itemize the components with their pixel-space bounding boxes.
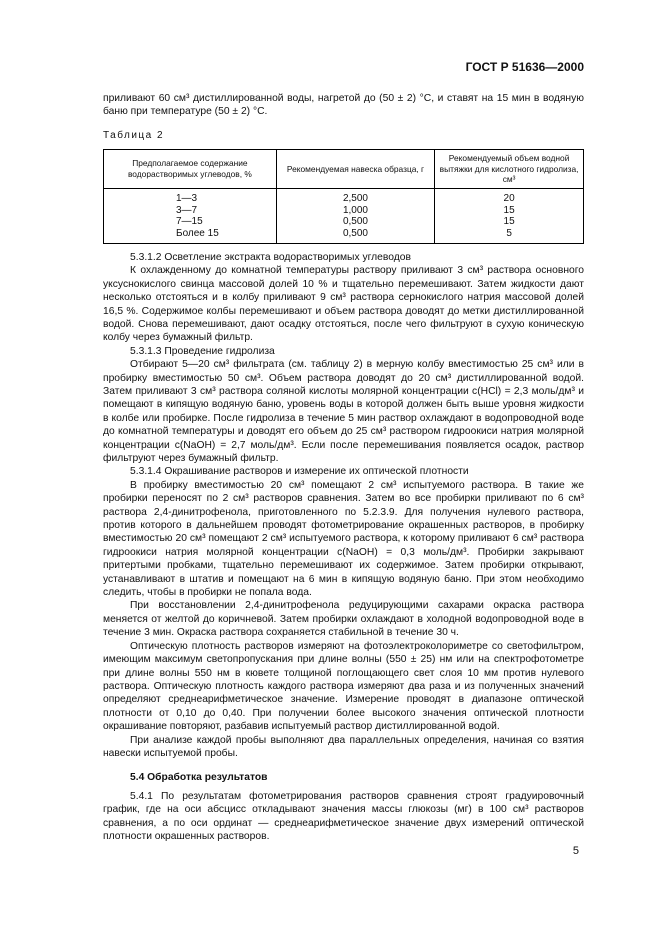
table-cell (435, 188, 584, 243)
table-row (104, 188, 584, 243)
section-5-3-1-2-title: 5.3.1.2 Осветление экстракта водорастворимых углеводов (130, 251, 411, 263)
table-cell (276, 188, 434, 243)
recovery-paragraph: При восстановлении 2,4-динитрофенола редуцирующими сахарами окраска раствора меняется от желтой до коричневой. Затем пробирки охлаждают в холодной водопроводной воде в течение 3 мин. Окраска раствора сохраняется стабильной в течение 30 ч. (103, 600, 584, 639)
standard-header: ГОСТ Р 51636—2000 (465, 60, 584, 74)
table-header-cell: Предполагаемое содержание водорастворимых углеводов, % (104, 150, 277, 189)
section-5-3-1-3-title: 5.3.1.3 Проведение гидролиза (130, 345, 275, 357)
section-5-3-1-4-title: 5.3.1.4 Окрашивание растворов и измерение их оптической плотности (130, 466, 469, 478)
intro-paragraph: приливают 60 см³ дистиллированной воды, нагретой до (50 ± 2) °С, и ставят на 15 мин в водяную баню при температуре (50 ± 2) °С. (103, 93, 584, 118)
analysis-paragraph: При анализе каждой пробы выполняют два параллельных определения, начиная со взятия навески испытуемой пробы. (103, 734, 584, 759)
table-cell (104, 188, 277, 243)
section-5-3-1-3-text: Отбирают 5—20 см³ фильтрата (см. таблицу 2) в мерную колбу вместимостью 25 см³ или в пробирку вместимостью 50 см³. Объем раствора доводят до 20 см³ дистиллированной водой. Затем приливают 3 см³ раствора соляной кислоты молярной концентрации c(HCl) = 2,3 моль/дм³ и помещают в кипящую водяную баню, уровень воды в которой должен быть выше уровня жидкости в колбе или пробирке. После гидролиза в течение 5 мин раствор охлаждают в водопроводной воде до комнатной температуры и доводят его объем до 25 см³ раствором гидроокиси натрия молярной концентрации c(NaOH) = 2,7 моль/дм³. Если после перемешивания появляется осадок, раствор фильтруют через бумажный фильтр. (103, 359, 584, 464)
optical-paragraph: Оптическую плотность растворов измеряют на фотоэлектроколориметре со светофильтром, имеющим максимум светопропускания при длине волны (550 ± 25) нм или на спектрофотометре при длине волны 550 нм в кювете толщиной поглощающего свет слоя 10 мм против нулевого раствора. Оптическую плотность каждого раствора измеряют два раза и из полученных значений определяют среднеарифметическое значение. Измерение проводят в диапазоне оптической плотности от 0,10 до 0,40. При получении более высокого значения оптической плотности окрашивание повторяют, разбавив испытуемый раствор дистиллированной водой. (103, 640, 584, 733)
table-cell-value: 0,500 (342, 216, 368, 228)
table-cell-value: 5 (506, 228, 512, 240)
table-cell-value: 20 (503, 192, 515, 204)
data-table (103, 149, 584, 244)
document-body (103, 92, 584, 843)
table-header-cell: Рекомендуемая навеска образца, г (276, 150, 434, 189)
table-header-row (104, 150, 584, 189)
table-cell-value: 15 (503, 204, 515, 216)
section-5-3-1-2-text: К охлажденному до комнатной температуры раствору приливают 3 см³ раствора основного уксуснокислого свинца массовой долей 10 % и тщательно перемешивают. Затем жидкости дают несколько отстояться и в колбу приливают 9 см³ раствора сернокислого натрия массовой долей 16,5 %. Содержимое колбы перемешивают и объем раствора доводят до метки дистиллированной водой. Снова перемешивают, дают осадку отстояться, после чего фильтруют в сухую коническую колбу через бумажный фильтр. (103, 265, 584, 344)
table-cell-value: 2,500 (342, 192, 368, 204)
section-5-4-1-text: 5.4.1 По результатам фотометрирования растворов сравнения строят градуировочный график, где на оси абсцисс откладывают значения массы глюкозы (мг) в 100 см³ растворов сравнения, а по оси ординат — среднеарифметическое значение двух измерений оптической плотности окрашенных растворов. (103, 790, 584, 842)
table-cell-value: 7—15 (176, 216, 203, 228)
table-cell-value: 1,000 (342, 204, 368, 216)
table-cell-value: 3—7 (176, 204, 198, 216)
section-5-3-1-4-text: В пробирку вместимостью 20 см³ помещают 2 см³ испытуемого раствора. В такие же пробирки переносят по 2 см³ растворов сравнения. Затем во все пробирки приливают по 6 см³ раствора 2,4-динитрофенола, приготовленного по 5.2.3.9. Для получения нулевого раствора, против которого в дальнейшем проводят фотометрирование окрашенных растворов, в пробирку вместимостью 20 см³ помещают 2 см³ испытуемого раствора, к которому приливают 6 см³ раствора гидроокиси натрия молярной концентрации c(NaOH) = 0,3 моль/дм³. Пробирки закрывают притертыми пробками, тщательно перемешивают их содержимое. Затем пробирки открывают, устанавливают в штатив и помещают на 6 мин в кипящую водяную баню. При этом необходимо следить, чтобы в пробирки не попала вода. (103, 479, 584, 599)
table-cell-value: 15 (503, 216, 515, 228)
table-cell-value: Более 15 (176, 228, 219, 240)
section-5-4-title: 5.4 Обработка результатов (130, 772, 268, 784)
table-header-cell: Рекомендуемый объем водной вытяжки для кислотного гидролиза, см³ (435, 150, 584, 189)
page-number: 5 (572, 845, 579, 857)
table-cell-value: 0,500 (342, 228, 368, 240)
table-cell-value: 1—3 (176, 192, 198, 204)
table-caption: Таблица 2 (103, 129, 165, 141)
